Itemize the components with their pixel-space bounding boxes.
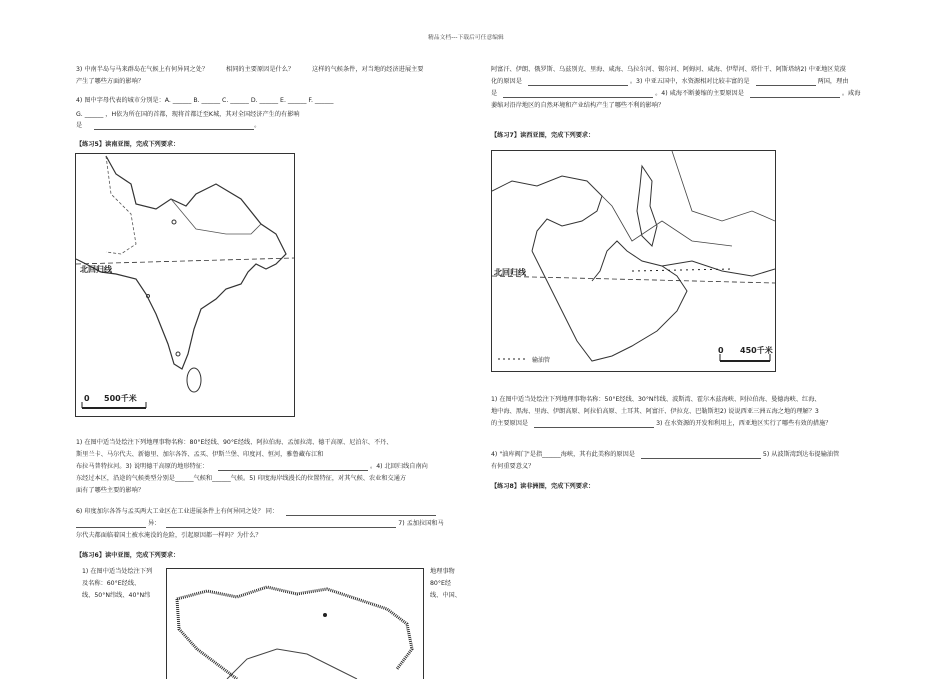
south-asia-coastline: [76, 156, 286, 369]
ex6-q1c: 及名称：60°E经线、: [82, 580, 141, 587]
west-asia-coastline: [492, 176, 602, 251]
west-asia-map: [491, 150, 776, 372]
scale-zero: 0: [84, 394, 90, 403]
right-r2: 化的原因是: [491, 78, 522, 85]
ex7-q1c-mid: 3) 在水资源的开发和利用上，西亚地区实行了哪些有效的措施？: [656, 420, 832, 427]
right-r1: 阿富汗、伊朗、俄罗斯、乌兹别克、里海、咸海、乌拉尔河、锡尔河、阿姆河、咸海、伊犁河、塔什干、阿斯塔纳2) 中亚地区荒漠: [491, 66, 846, 73]
right-r3: 是: [491, 90, 498, 97]
question-3: 3) 中南半岛与马来群岛在气候上有何异同之处？: [76, 66, 209, 73]
ex6-q1f: 线、中国、: [430, 592, 461, 599]
ex7-q1b: 地中海、黑海、里海、伊朗高原、阿拉伯高原、土耳其、阿富汗、伊拉克、巴勒斯坦2) 说说西亚三洲五海之地的理解？3: [491, 408, 819, 415]
central-asia-outline: [177, 587, 412, 669]
border-line: [227, 649, 357, 679]
central-asia-map: [166, 568, 424, 679]
ex5-q1a: 1) 在图中适当处绘注下列地理事物名称：80°E经线、90°E经线、阿拉伯海、孟加拉湾、德干高原、尼泊尔、不丹、: [76, 439, 393, 446]
ex5-q1b: 斯里兰卡、马尔代夫、新德里、加尔各答、孟买、伊斯兰堡、印度河、恒河，雅鲁藏布江和: [76, 451, 324, 458]
ex5-q1c: 布拉马普特拉河。3) 说明德干高原的地形特征：: [76, 463, 209, 470]
border-line: [587, 181, 732, 246]
border-line: [106, 156, 136, 254]
ex5-q6b: 异：: [147, 520, 161, 527]
west-asia-coastline: [532, 241, 687, 361]
ex7-q4b: 5) 从波斯湾到达布提输油管: [762, 451, 840, 458]
caspian-sea: [637, 166, 657, 246]
border-line: [171, 199, 261, 234]
question-3c: 这样的气候条件，对当地的经济进展主要: [312, 66, 424, 73]
city-dot: [147, 295, 150, 298]
ex7-q4c: 有何重要意义？: [491, 463, 535, 470]
scale-label: 450千米: [740, 346, 773, 355]
page-header: 精品文档---下载后可任意编辑: [428, 35, 504, 41]
scale-label: 500千米: [104, 394, 137, 403]
right-r4: 萎缩对沿岸地区的自然环境和产业结构产生了哪些不利的影响？: [491, 102, 665, 109]
question-4b: G. ______ ，H依为所在国的首都，现将首都迁至K城，其对全国经济产生的有影响: [76, 111, 300, 118]
ex5-q7: 7) 孟加拉国和马: [398, 520, 444, 527]
city-dot: [323, 613, 327, 617]
ex7-q4a: 4) "油库阀门"是指______海峡，其有此美称的原因是: [491, 451, 635, 458]
right-r2c: 两国，理由: [817, 78, 849, 85]
south-asia-map: [75, 153, 295, 417]
ex6-q1b: 地理事物: [430, 568, 455, 575]
right-r3b: 。4) 咸海不断萎缩的主要原因是: [655, 90, 744, 97]
right-r2b: 。3) 中亚五国中，水资源相对比较丰富的是: [629, 78, 750, 85]
ex7-q1c: 的主要原因是: [491, 420, 529, 427]
ex5-q1c-end: 。4) 北回归线自南向: [370, 463, 428, 470]
ex5-q6a: 6) 印度加尔各答与孟买两大工业区在工业进展条件上有何异同之处？ 同：: [76, 508, 279, 515]
ex6-q1d: 80°E经: [430, 580, 452, 587]
city-dot: [176, 352, 180, 356]
legend-label: 输油管: [532, 357, 551, 364]
border-line: [672, 151, 775, 221]
question-4: 4) 图中字母代表的城市分别是：A. ______ B. ______ C. ______ D. ______ E. ______ F. ______: [76, 97, 334, 104]
ex6-q1a: 1) 在图中适当处绘注下列: [82, 568, 153, 575]
city-dot: [172, 220, 176, 224]
exercise-6-title: 【练习6】读中亚图，完成下列要求：: [76, 552, 180, 559]
tropic-label: 北回归线: [494, 268, 526, 277]
right-r3c: 。咸海: [841, 90, 861, 97]
ex5-q7b: 尔代夫都面临着国土被水淹没的危险，引起原因都一样吗？为什么？: [76, 532, 262, 539]
ex5-q1d: 东经过本区，沿途的气候类型分别是______气候和______气候。5) 印度海岸线漫长的位置特征，对其气候、农业和交通方: [76, 475, 407, 482]
tropic-label: 北回归线: [80, 265, 112, 274]
question-3b: 相同的主要原因是什么？: [226, 66, 295, 73]
west-asia-coastline: [662, 261, 775, 276]
ex7-q1a: 1) 在图中适当处绘注下列地理事物名称：50°E经线、30°N纬线、波斯湾、霍尔木兹海峡、阿拉伯海、曼德海峡、红海、: [491, 396, 821, 403]
question-3d: 产生了哪些方面的影响？: [76, 78, 145, 85]
scale-zero: 0: [718, 346, 724, 355]
sri-lanka: [187, 368, 201, 392]
question-4c: 是: [76, 122, 83, 129]
exercise-8-title: 【练习8】读非洲图，完成下列要求：: [491, 483, 595, 490]
ex6-q1e: 线、50°N纬线、40°N纬: [82, 592, 151, 599]
tropic-of-cancer: [76, 258, 294, 264]
oil-pipeline: [632, 269, 732, 271]
tropic-of-cancer: [492, 276, 775, 283]
exercise-5-title: 【练习5】读南亚图，完成下列要求：: [76, 141, 180, 148]
central-asia-outline: [177, 599, 237, 679]
exercise-7-title: 【练习7】读西亚图，完成下列要求：: [491, 132, 595, 139]
ex5-q1e: 面有了哪些主要的影响？: [76, 487, 145, 494]
